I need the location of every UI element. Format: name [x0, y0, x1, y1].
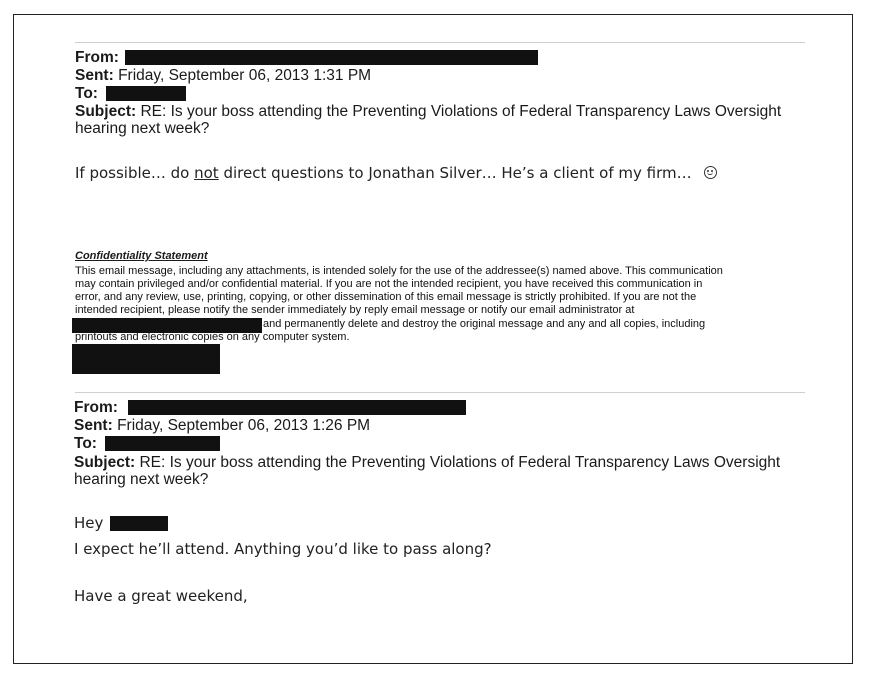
email1-subject-value: RE: Is your boss attending the Preventing Violations of Federal Transparency Laws Oversight hearing next week?	[75, 103, 782, 137]
header-divider-bottom	[75, 392, 805, 393]
email1-to-label: To:	[75, 85, 98, 102]
email1-to-redaction	[106, 86, 186, 101]
email2-to-label: To:	[74, 435, 97, 452]
email2-greeting-redaction	[110, 516, 168, 531]
email2-subject	[74, 454, 814, 488]
email2-from-label: From:	[74, 399, 118, 416]
email2-sent-value: Friday, September 06, 2013 1:26 PM	[117, 417, 371, 434]
email1-from-redaction	[125, 50, 538, 65]
confidentiality-line: and permanently delete and destroy the original message and any and all copies, including	[263, 318, 706, 330]
email1-subject	[75, 103, 815, 137]
email1-sent-label: Sent:	[75, 67, 114, 84]
email2-sent-line	[74, 417, 370, 434]
email2-greeting-text: Hey	[74, 514, 104, 532]
confidentiality-line: error, and any review, use, printing, copying, or other dissemination of this email message is strictly prohibited. If you are not the	[75, 291, 697, 303]
confidentiality-line: intended recipient, please notify the sender immediately by reply email message or notify our email administrator at	[75, 304, 635, 316]
confidentiality-line: This email message, including any attachments, is intended solely for the use of the addressee(s) named above. This communication	[75, 265, 723, 277]
email2-subject-label: Subject:	[74, 454, 136, 471]
email2-greeting	[74, 514, 168, 532]
email2-to-redaction	[105, 436, 220, 451]
confidentiality-title: Confidentiality Statement	[75, 250, 208, 262]
signature-redaction	[72, 344, 220, 374]
email1-body	[75, 164, 717, 182]
email1-to-line	[75, 85, 186, 102]
email2-from-line	[74, 399, 466, 416]
smiley-icon	[704, 166, 717, 179]
confidentiality-line: may contain privileged and/or confidential material. If you are not the intended recipient, you have received this communication in	[75, 278, 703, 290]
email2-body-line1: I expect he’ll attend. Anything you’d like to pass along?	[74, 540, 492, 558]
email1-sent-value: Friday, September 06, 2013 1:31 PM	[118, 67, 372, 84]
email1-body-before: If possible… do	[75, 164, 195, 182]
email1-sent-line	[75, 67, 371, 84]
email1-body-after: direct questions to Jonathan Silver… He’s a client of my firm…	[218, 164, 692, 182]
email1-body-underlined: not	[194, 164, 219, 182]
header-divider-top	[75, 42, 805, 43]
email2-from-redaction	[128, 400, 466, 415]
confidentiality-line: printouts and electronic copies on any computer system.	[75, 331, 350, 343]
email2-sent-label: Sent:	[74, 417, 113, 434]
email2-subject-value: RE: Is your boss attending the Preventing Violations of Federal Transparency Laws Oversight hearing next week?	[74, 454, 781, 488]
email1-from-label: From:	[75, 49, 119, 66]
email2-body-line2: Have a great weekend,	[74, 587, 248, 605]
email1-from-line	[75, 49, 538, 66]
email2-to-line	[74, 435, 220, 452]
email1-subject-label: Subject:	[75, 103, 137, 120]
